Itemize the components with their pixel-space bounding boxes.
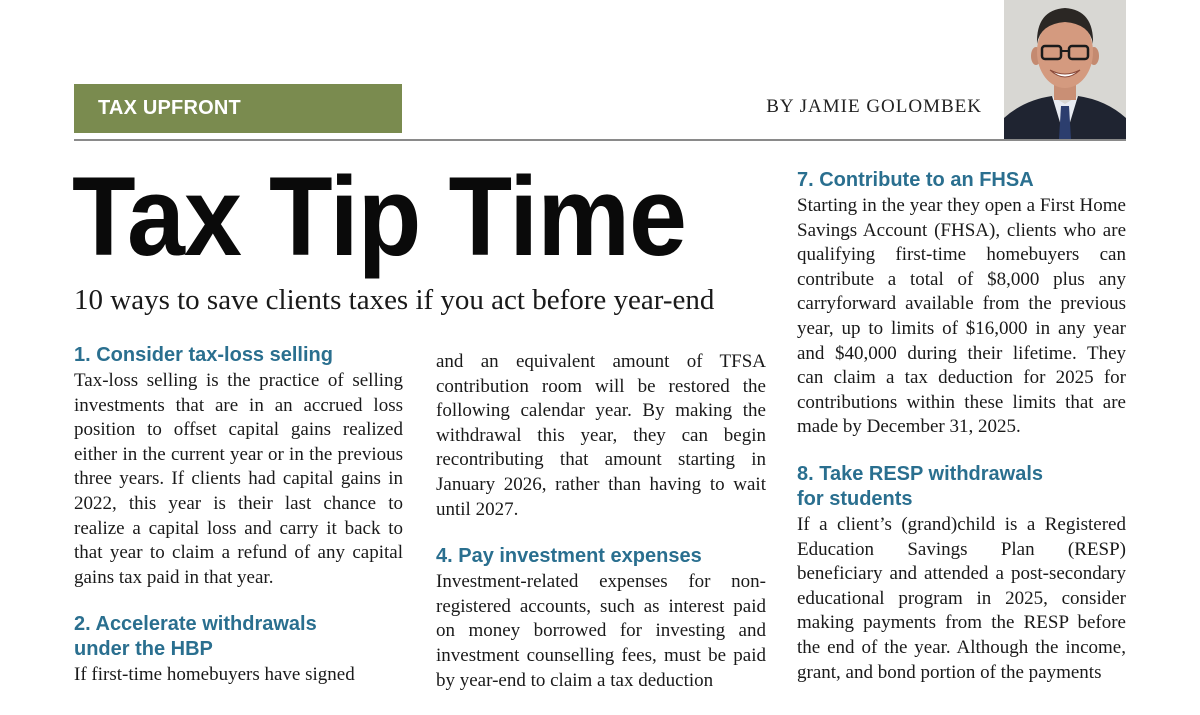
subhead-investment-expenses: 4. Pay investment expenses xyxy=(436,545,702,568)
column-1 xyxy=(74,343,403,710)
author-portrait xyxy=(1004,0,1126,139)
author-photo xyxy=(1004,0,1126,139)
subhead-accelerate-hbp: 2. Accelerate withdrawals under the HBP xyxy=(74,613,317,661)
column-3 xyxy=(797,168,1126,707)
subhead-resp-withdrawals: 8. Take RESP withdrawals for students xyxy=(797,462,1044,510)
byline: BY JAMIE GOLOMBEK xyxy=(766,96,982,117)
subhead-tax-loss-selling: 1. Consider tax-loss selling xyxy=(74,344,333,366)
body-resp-withdrawals: If a client’s (grand)child is a Registered Education Savings Plan (RESP) beneficiary and attended a post-secondary educational program in 2025, consider making payments from the RESP before the end of the year. Although the income, grant, and bond portion of the payments xyxy=(797,513,1126,683)
body-tfsa-continued: and an equivalent amount of TFSA contribution room will be restored the following calendar year. By making the withdrawal this year, they can begin recontributing that amount starting in January 2026, rather than having to wait until 2027. xyxy=(436,351,766,520)
column-2 xyxy=(436,350,766,715)
deck: 10 ways to save clients taxes if you act before year-end xyxy=(74,284,715,316)
body-fhsa: Starting in the year they open a First Home Savings Account (FHSA), clients who are qualifying first-time homebuyers can contribute a total of $8,000 plus any carryforward available from the previous year, up to limits of $16,000 in any year and $40,000 during their lifetime. They can claim a tax deduction for 2025 for contributions within these limits that are made by December 31, 2025. xyxy=(797,195,1126,438)
subhead-fhsa: 7. Contribute to an FHSA xyxy=(797,169,1034,191)
body-investment-expenses: Investment-related expenses for non-registered accounts, such as interest paid on money borrowed for investing and investment counselling fees, must be paid by year-end to claim a tax deduction xyxy=(436,571,766,691)
headline: Tax Tip Time xyxy=(72,154,687,279)
body-accelerate-hbp: If first-time homebuyers have signed xyxy=(74,664,355,686)
body-tax-loss-selling: Tax-loss selling is the practice of selling investments that are in an accrued loss position to offset capital gains realized either in the current year or in the previous three years. If clients had capital gains in 2022, this year is their last chance to realize a capital loss and carry it back to that year to claim a refund of any capital gains tax paid in that year. xyxy=(74,370,403,588)
header-rule xyxy=(74,139,1126,141)
section-tag: TAX UPFRONT xyxy=(74,84,402,133)
